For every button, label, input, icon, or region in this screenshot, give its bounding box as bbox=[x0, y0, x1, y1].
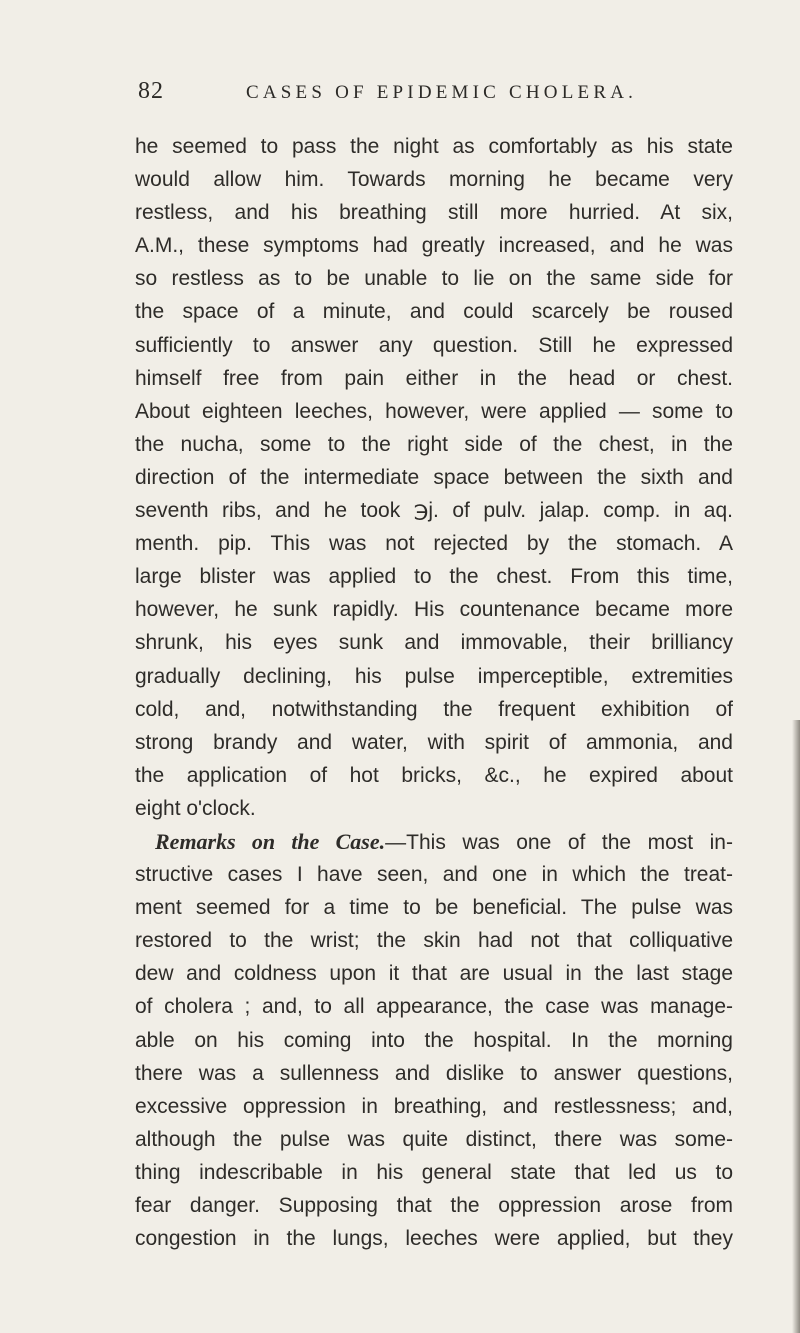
text-line: although the pulse was quite distinct, there was some- bbox=[135, 1127, 733, 1151]
page-header bbox=[0, 78, 800, 110]
text-line: menth. pip. This was not rejected by the stomach. A bbox=[135, 532, 733, 556]
text-line: the space of a minute, and could scarcely be roused bbox=[135, 300, 733, 324]
text-line: thing indescribable in his general state that led us to bbox=[135, 1160, 733, 1184]
text-line: restored to the wrist; the skin had not that colliquative bbox=[135, 929, 733, 953]
text-line: ment seemed for a time to be beneficial. The pulse was bbox=[135, 896, 733, 920]
text-line: A.M., these symptoms had greatly increased, and he was bbox=[135, 234, 733, 258]
text-line: seventh ribs, and he took ℈j. of pulv. jalap. comp. in aq. bbox=[135, 499, 733, 523]
text-line: shrunk, his eyes sunk and immovable, their brilliancy bbox=[135, 631, 733, 655]
text-line: so restless as to be unable to lie on the same side for bbox=[135, 267, 733, 291]
text-line: excessive oppression in breathing, and restlessness; and, bbox=[135, 1094, 733, 1118]
text-line: strong brandy and water, with spirit of ammonia, and bbox=[135, 730, 733, 754]
text-line: restless, and his breathing still more hurried. At six, bbox=[135, 201, 733, 225]
text-line: cold, and, notwithstanding the frequent exhibition of bbox=[135, 697, 733, 721]
text-line: fear danger. Supposing that the oppression arose from bbox=[135, 1194, 733, 1217]
remarks-first-line-text: —This was one of the most in- bbox=[385, 830, 733, 854]
text-line: of cholera ; and, to all appearance, the case was manage- bbox=[135, 995, 733, 1019]
body-text bbox=[135, 130, 733, 1255]
text-line: large blister was applied to the chest. From this time, bbox=[135, 565, 733, 589]
remarks-heading: Remarks on the Case. bbox=[155, 828, 386, 854]
text-line: congestion in the lungs, leeches were applied, but they bbox=[135, 1227, 733, 1251]
text-line: there was a sullenness and dislike to answer questions, bbox=[135, 1061, 733, 1085]
text-line: the nucha, some to the right side of the chest, in the bbox=[135, 432, 733, 456]
text-line: the application of hot bricks, &c., he expired about bbox=[135, 763, 733, 787]
text-line: direction of the intermediate space between the sixth and bbox=[135, 465, 733, 489]
page-edge-shadow bbox=[792, 720, 800, 1333]
text-line: however, he sunk rapidly. His countenance became more bbox=[135, 598, 733, 622]
text-line: eight o'clock. bbox=[135, 796, 256, 820]
text-line: dew and coldness upon it that are usual in the last stage bbox=[135, 962, 733, 986]
text-line: would allow him. Towards morning he became very bbox=[135, 168, 733, 192]
text-line: gradually declining, his pulse imperceptible, extremities bbox=[135, 664, 733, 688]
text-line: sufficiently to answer any question. Still he expressed bbox=[135, 333, 733, 357]
text-line: About eighteen leeches, however, were applied — some to bbox=[135, 399, 733, 423]
text-line: he seemed to pass the night as comfortably as his state bbox=[135, 135, 733, 158]
remarks-first-line bbox=[135, 825, 733, 858]
running-head: CASES OF EPIDEMIC CHOLERA. bbox=[246, 82, 638, 103]
page-number: 82 bbox=[138, 78, 164, 104]
text-line: structive cases I have seen, and one in which the treat- bbox=[135, 863, 733, 887]
text-line: himself free from pain either in the head or chest. bbox=[135, 366, 733, 390]
text-line: able on his coming into the hospital. In the morning bbox=[135, 1028, 733, 1052]
